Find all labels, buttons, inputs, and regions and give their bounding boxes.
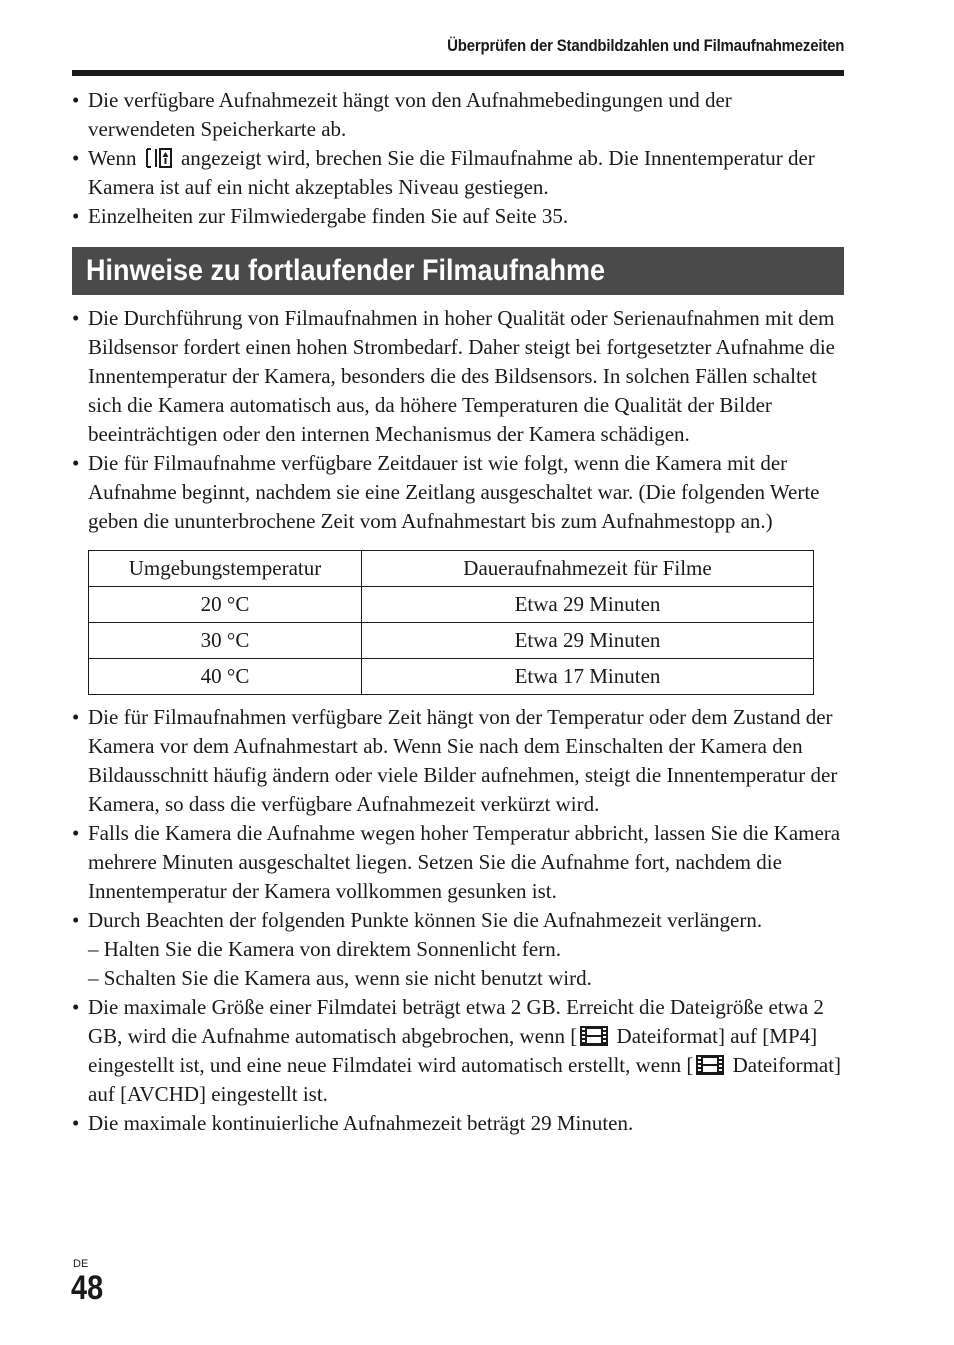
intro-bullet-list — [72, 86, 844, 231]
list-item: • Falls die Kamera die Aufnahme wegen hoher Temperatur abbricht, lassen Sie die Kamera mehrere Minuten ausgeschaltet liegen. Setzen Sie die Aufnahme fort, nachdem die Innentemperatur der Kamera vollkommen gesunken ist. — [72, 819, 844, 906]
temperature-warning-icon — [144, 147, 174, 169]
sub-list-item: – Halten Sie die Kamera von direktem Sonnenlicht fern. — [88, 937, 561, 961]
table-row — [89, 659, 814, 695]
bullet-text: Durch Beachten der folgenden Punkte können Sie die Aufnahmezeit verlängern. — [88, 908, 763, 932]
movie-film-icon — [579, 1025, 609, 1047]
bullet-text: Die maximale Größe einer Filmdatei beträgt etwa 2 GB. Erreicht die Dateigröße etwa 2 GB, wird die Aufnahme automatisch abgebrochen, wenn [ — [88, 995, 824, 1048]
list-item: • Einzelheiten zur Filmwiedergabe finden Sie auf Seite 35. — [72, 202, 844, 231]
page-content — [72, 86, 844, 1138]
list-item: • Die Durchführung von Filmaufnahmen in hoher Qualität oder Serienaufnahmen mit dem Bildsensor fordert einen hohen Strombedarf. Daher steigt bei fortgesetzter Aufnahme die Innentemperatur der Kamera, besonders die des Bildsensors. In solchen Fällen schaltet sich die Kamera automatisch aus, da höhere Temperaturen die Qualität der Bilder beeinträchtigen oder den internen Mechanismus der Kamera schädigen. — [72, 304, 844, 449]
list-item — [72, 906, 844, 993]
recording-time-table — [88, 550, 814, 695]
section-bullet-list-continued — [72, 703, 844, 1138]
table-row — [89, 623, 814, 659]
table-cell: Etwa 29 Minuten — [362, 623, 814, 659]
table-cell: 30 °C — [89, 623, 362, 659]
bullet-text: Dateiformat] auf [MP4] eingestellt ist, und eine neue Filmdatei wird automatisch erstellt, wenn [ — [88, 1024, 818, 1077]
column-header: Daueraufnahmezeit für Filme — [362, 551, 814, 587]
list-item: • Die verfügbare Aufnahmezeit hängt von den Aufnahmebedingungen und der verwendeten Speicherkarte ab. — [72, 86, 844, 144]
section-title: Hinweise zu fortlaufender Filmaufnahme — [86, 254, 606, 287]
list-item — [72, 144, 844, 202]
table-cell: Etwa 17 Minuten — [362, 659, 814, 695]
sub-list-item: – Schalten Sie die Kamera aus, wenn sie nicht benutzt wird. — [88, 966, 592, 990]
header-rule — [72, 70, 844, 76]
page-number: 48 — [71, 1269, 104, 1307]
table-cell: Etwa 29 Minuten — [362, 587, 814, 623]
list-item — [72, 993, 844, 1109]
section-bullet-list — [72, 304, 844, 536]
table-row — [89, 587, 814, 623]
table-cell: 40 °C — [89, 659, 362, 695]
column-header: Umgebungstemperatur — [89, 551, 362, 587]
list-item: • Die maximale kontinuierliche Aufnahmezeit beträgt 29 Minuten. — [72, 1109, 844, 1138]
bullet-text: Wenn — [88, 146, 137, 170]
page-language-label: DE — [73, 1258, 89, 1270]
section-heading — [72, 247, 844, 295]
table-header-row — [89, 551, 814, 587]
list-item: • Die für Filmaufnahme verfügbare Zeitdauer ist wie folgt, wenn die Kamera mit der Aufnahme beginnt, nachdem sie eine Zeitlang ausgeschaltet war. (Die folgenden Werte geben die ununterbrochene Zeit vom Aufnahmestart bis zum Aufnahmestopp an.) — [72, 449, 844, 536]
bullet-text: angezeigt wird, brechen Sie die Filmaufnahme ab. Die Innentemperatur der Kamera ist auf ein nicht akzeptables Niveau gestiegen. — [88, 146, 815, 199]
list-item: • Die für Filmaufnahmen verfügbare Zeit hängt von der Temperatur oder dem Zustand der Kamera vor dem Aufnahmestart ab. Wenn Sie nach dem Einschalten der Kamera den Bildausschnitt häufig ändern oder viele Bilder aufnehmen, steigt die Innentemperatur der Kamera, so dass die verfügbare Aufnahmezeit verkürzt wird. — [72, 703, 844, 819]
running-header-title: Überprüfen der Standbildzahlen und Filmaufnahmezeiten — [446, 36, 844, 55]
movie-film-icon — [695, 1054, 725, 1076]
bullet-text: Dateiformat] auf [AVCHD] eingestellt ist. — [88, 1053, 842, 1106]
table-cell: 20 °C — [89, 587, 362, 623]
